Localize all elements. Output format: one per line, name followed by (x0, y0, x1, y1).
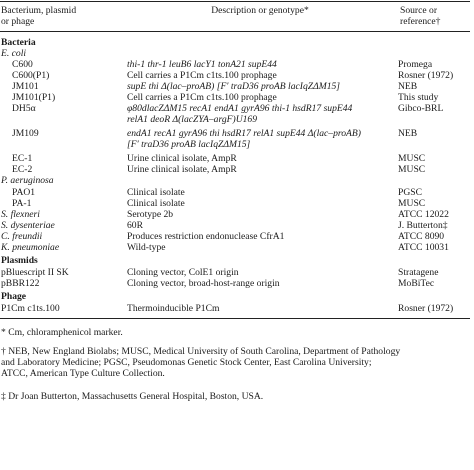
section-plasmids: Plasmids (1, 255, 38, 266)
footnote-star: * Cm, chloramphenicol marker. (1, 327, 123, 338)
footnote-dagger: † NEB, New England Biolabs; MUSC, Medical University of South Carolina, Department of Pathology and Laboratory Medicine; PGSC, Pseudomonas Genetic Stock Center, East Carolina University; ATCC, American Type Culture Collection. (1, 346, 401, 380)
header-bacterium: Bacterium, plasmid or phage (1, 5, 77, 28)
top-rule (0, 1, 470, 2)
strains-table: Bacterium, plasmid or phage Description or genotype* Source or reference† Bacteria E. coli C600 thi-1 thr-1 leuB6 lacY1 tonA21 supE44 Promega C600(P1) Cell carries a P1Cm c1ts.100 prophage Rosner (1972) JM101 supE thi Δ(lac–proAB) [F′ traD36 proAB lacIqZΔM15] NEB JM101(P1) Cell carries a P1Cm c1ts.100 prophage This study DH5α φ80dlacZΔM15 recA1 endA1 gyrA96 thi-1 hsdR17 supE44 relA1 deoR Δ(lacZYA–argF)U169 Gibco-BRL JM109 endA1 recA1 gyrA96 thi hsdR17 relA1 supE44 Δ(lac–proAB) [F′ traD36 proAB lacIqZΔM15] NEB EC-1 Urine clinical isolate, AmpR MUSC EC-2 Urine clinical isolate, AmpR MUSC P. aeruginosa PAO1 Clinical isolate PGSC PA-1 Clinical isolate MUSC S. flexneri Serotype 2b ATCC 12022 S. dysenteriae 60R J. Butterton‡ C. freundii Produces restriction endonuclease CfrA1 ATCC 8090 K. pneumoniae Wild-type ATCC 10031 Plasmids pBluescript II SK Cloning vector, ColE1 origin Stratagene pBBR122 Cloning vector, broad-host-range origin MoBiTec Phage P1Cm c1ts.100 Thermoinducible P1Cm Rosner (1972) * Cm, chloramphenicol marker. † NEB, New England Biolabs; MUSC, Medical University of South Carolina, Department of Pathology and Laboratory Medicine; PGSC, Pseudomonas Genetic Stock Center, East Carolina University; ATCC, American Type Culture Collection. ‡ Dr Joan Butterton, Massachusetts General Hospital, Boston, USA. (0, 0, 474, 470)
bottom-rule (0, 318, 470, 319)
section-ecoli: E. coli (1, 48, 27, 59)
header-description: Description or genotype* (211, 5, 309, 16)
header-source: Source or reference† (400, 5, 441, 28)
section-phage: Phage (1, 291, 27, 302)
section-bacteria: Bacteria (1, 37, 36, 48)
footnote-ddagger: ‡ Dr Joan Butterton, Massachusetts General Hospital, Boston, USA. (1, 391, 264, 402)
section-paeruginosa: P. aeruginosa (1, 175, 54, 186)
header-rule (0, 31, 470, 32)
